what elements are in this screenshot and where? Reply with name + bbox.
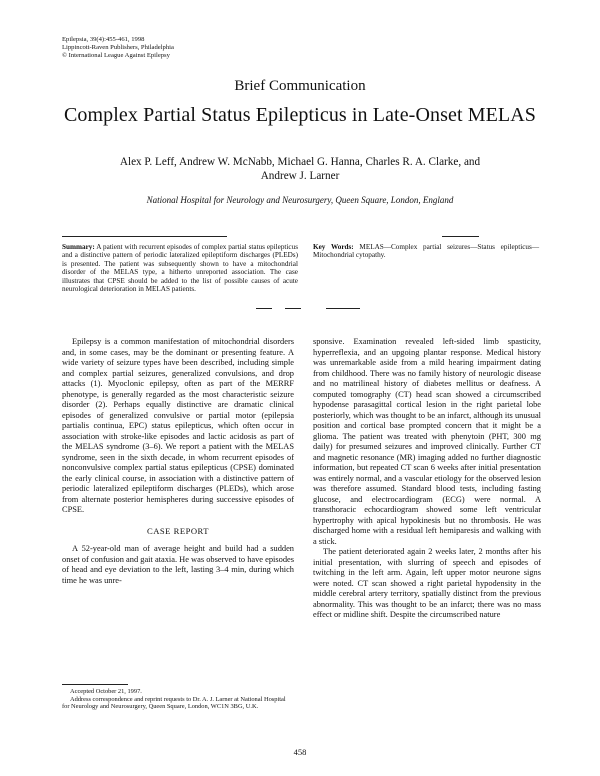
abstract-keywords bbox=[313, 243, 539, 260]
right-paragraph-2: The patient deteriorated again 2 weeks later, 2 months after his initial presentation, with slurring of speech and episodes of twitching in the left arm. Again, left upper motor neurone signs were noted. CT scan showed a right parietal hypodensity in the middle cerebral artery territory, spatially distinct from the previous abnormality. This was thought to be an infarct; there was no mass effect or midline shift. Despite the circumscribed nature bbox=[313, 547, 541, 619]
abstract-top-rule-left bbox=[62, 236, 227, 237]
copyright-line: © International League Against Epilepsy bbox=[62, 51, 170, 59]
summary-label: Summary: bbox=[62, 243, 95, 251]
abstract-bottom-rule-3 bbox=[326, 308, 360, 309]
section-label: Brief Communication bbox=[234, 78, 366, 94]
page-number: 458 bbox=[293, 747, 307, 757]
author-line-1: Alex P. Leff, Andrew W. McNabb, Michael G. Hanna, Charles R. A. Clarke, and bbox=[119, 156, 481, 168]
abstract-bottom-rule-1 bbox=[256, 308, 272, 309]
summary-text: A patient with recurrent episodes of complex partial status epilepticus and a distinctive pattern of periodic lateralized epileptiform discharges (PLEDs) is presented. The patient was subsequently shown to have a mitochondrial disorder of the MELAS type, a hitherto unreported association. The case illustrates that CPSE should be added to the list of possible causes of acute neurological deterioration in MELAS patients. bbox=[62, 243, 298, 294]
body-column-right bbox=[313, 337, 541, 621]
correspondence-note: Address correspondence and reprint requests to Dr. A. J. Larner at National Hospital for Neurology and Neurosurgery, Queen Square, London, WC1N 3BG, U.K. bbox=[62, 695, 286, 711]
affiliation: National Hospital for Neurology and Neurosurgery, Queen Square, London, England bbox=[146, 195, 454, 205]
abstract-bottom-rule-2 bbox=[285, 308, 301, 309]
author-line-2: Andrew J. Larner bbox=[260, 170, 340, 182]
author-list bbox=[90, 155, 510, 183]
case-paragraph: A 52-year-old man of average height and build had a sudden onset of confusion and gait ataxia. He was observed to have episodes of head and eye deviation to the left, lasting 3–4 min, during which time he was unre- bbox=[62, 544, 294, 585]
intro-paragraph: Epilepsy is a common manifestation of mitochondrial disorders and, in some cases, may be the dominant or presenting feature. A wide variety of seizure types have been described, including simple and complex partial seizures, generalized convulsions, and drop attacks (1). Myoclonic epilepsy, often as part of the MERRF phenotype, is generally regarded as the most characteristic seizure disorder (2). Perhaps equally distinctive are dramatic clinical episodes of generalized convulsive or partial motor (epilepsia partialis continua, EPC) status epilepticus, which often occur in association with stroke-like episodes and lactic acidosis as part of the MELAS syndrome (3–6). We report a patient with the MELAS syndrome, seen in the sixth decade, in whom recurrent episodes of nonconvulsive complex partial status epilepticus (CPSE) dominated the early clinical course, in association with a distinctive pattern of periodic lateralized epileptiform discharges (PLEDs), which arose from alternate posterior hemispheres during successive episodes of CPSE. bbox=[62, 337, 294, 514]
publisher-line: Lippincott-Raven Publishers, Philadelphia bbox=[62, 43, 174, 51]
accepted-note: Accepted October 21, 1997. bbox=[70, 688, 142, 695]
footnotes bbox=[62, 688, 294, 711]
body-column-left bbox=[62, 337, 294, 586]
journal-citation bbox=[62, 36, 174, 59]
case-report-heading: CASE REPORT bbox=[146, 525, 210, 536]
keywords-label: Key Words: bbox=[313, 243, 354, 251]
journal-line: Epilepsia, 39(4):455-461, 1998 bbox=[62, 36, 145, 43]
abstract-summary bbox=[62, 243, 298, 293]
right-paragraph-1: sponsive. Examination revealed left-sided limb spasticity, hyperreflexia, and an upgoing plantar response. Medical history was unremarkable aside from a mild hearing impairment dating from childhood. There was no family history of neurologic disease and no matrilineal history of diabetes mellitus or deafness. A computed tomography (CT) head scan showed a circumscribed hypodense parasagittal cortical lesion in the right parietal lobe posteriorly, which was thought to be an infarct, although its unusual position and cortical base prompted concern that it might be a glioma. The patient was treated with phenytoin (PHT, 300 mg daily) for presumed seizures and improved clinically. Further CT and magnetic resonance (MR) imaging added no further diagnostic information, but repeated CT scan 6 weeks after initial presentation was entirely normal, and a vascular etiology for the observed lesion was therefore assumed. Standard blood tests, including fasting glucose, and electrocardiogram (ECG) were normal. A transthoracic echocardiogram showed some left ventricular hypertrophy with apical hypokinesis but no thrombosis. He was discharged home with a residual left hemiparesis and walking with a stick. bbox=[313, 337, 541, 546]
footnote-rule bbox=[62, 684, 128, 685]
keywords-text: MELAS—Complex partial seizures—Status epilepticus—Mitochondrial cytopathy. bbox=[313, 243, 540, 260]
abstract-top-rule-right bbox=[442, 236, 479, 237]
paper-title: Complex Partial Status Epilepticus in Late-Onset MELAS bbox=[63, 104, 536, 126]
